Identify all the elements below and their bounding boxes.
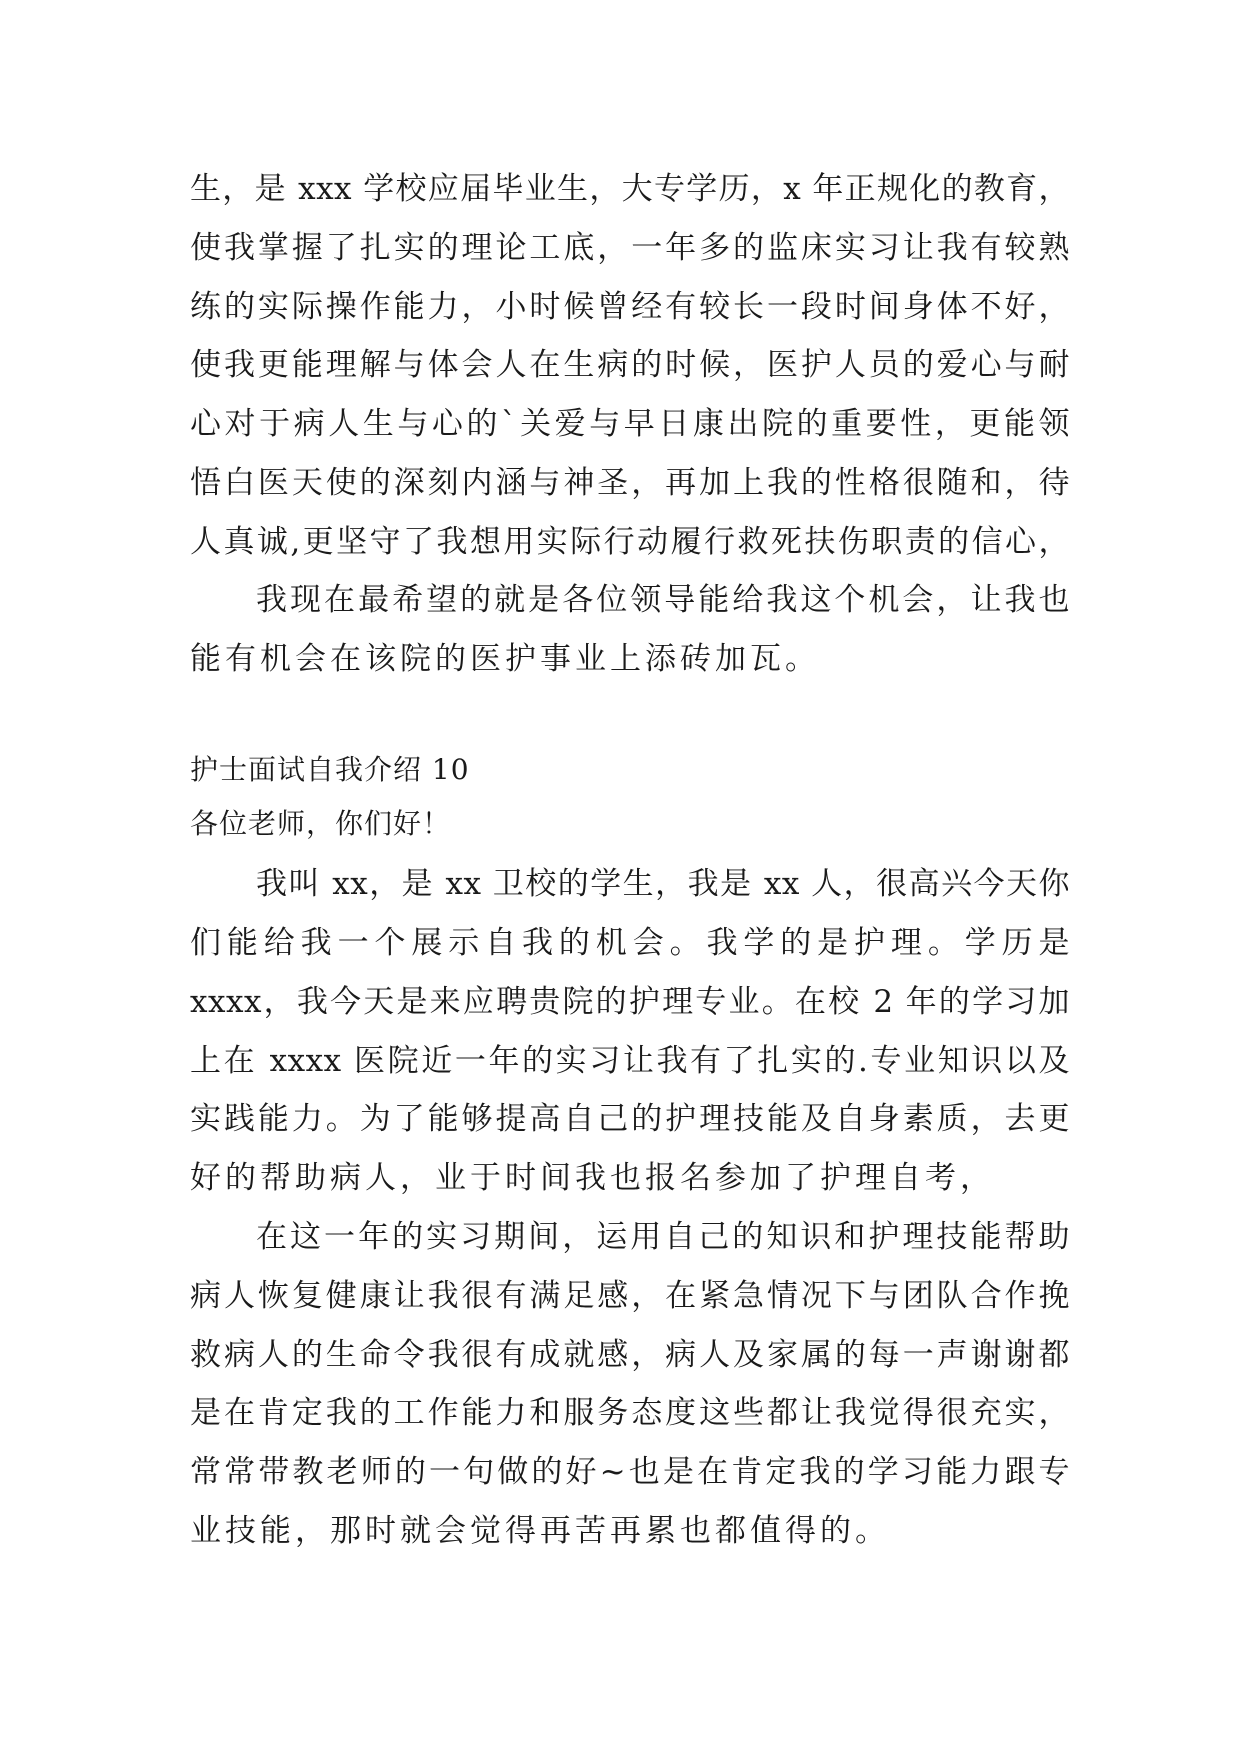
section-title: 护士面试自我介绍 10 <box>190 753 470 786</box>
paragraph-line: 能有机会在该院的医护事业上添砖加瓦。 <box>190 641 820 677</box>
paragraph-line: 使我更能理解与体会人在生病的时候，医护人员的爱心与耐 <box>190 347 1070 383</box>
paragraph-line: 人真诚,更坚守了我想用实际行动履行救死扶伤职责的信心， <box>190 524 1070 560</box>
paragraph-line: 生，是 xxx 学校应届毕业生，大专学历，x 年正规化的教育， <box>190 171 1070 207</box>
paragraph-line: 们能给我一个展示自我的机会。我学的是护理。学历是 <box>190 925 1070 961</box>
paragraph-line: 我叫 xx，是 xx 卫校的学生，我是 xx 人，很高兴今天你 <box>256 866 1070 902</box>
greeting: 各位老师，你们好！ <box>190 807 452 840</box>
paragraph-line: xxxx，我今天是来应聘贵院的护理专业。在校 2 年的学习加 <box>190 984 1070 1020</box>
paragraph-line: 是在肯定我的工作能力和服务态度这些都让我觉得很充实， <box>190 1395 1070 1431</box>
paragraph-line: 我现在最希望的就是各位领导能给我这个机会，让我也 <box>256 582 1070 618</box>
paragraph-line: 救病人的生命令我很有成就感，病人及家属的每一声谢谢都 <box>190 1337 1070 1373</box>
paragraph-line: 好的帮助病人，业于时间我也报名参加了护理自考， <box>190 1160 995 1196</box>
paragraph-line: 常常带教老师的一句做的好~也是在肯定我的学习能力跟专 <box>190 1454 1070 1490</box>
paragraph-line: 使我掌握了扎实的理论工底，一年多的监床实习让我有较熟 <box>190 230 1070 266</box>
paragraph-line: 心对于病人生与心的`关爱与早日康出院的重要性，更能领 <box>190 406 1070 442</box>
paragraph-line: 实践能力。为了能够提高自己的护理技能及自身素质，去更 <box>190 1101 1070 1137</box>
paragraph-line: 业技能，那时就会觉得再苦再累也都值得的。 <box>190 1513 890 1549</box>
paragraph-line: 病人恢复健康让我很有满足感，在紧急情况下与团队合作挽 <box>190 1278 1070 1314</box>
paragraph-line: 悟白医天使的深刻内涵与神圣，再加上我的性格很随和，待 <box>190 465 1070 501</box>
paragraph-line: 在这一年的实习期间，运用自己的知识和护理技能帮助 <box>256 1219 1070 1255</box>
paragraph-line: 上在 xxxx 医院近一年的实习让我有了扎实的.专业知识以及 <box>190 1043 1070 1079</box>
paragraph-line: 练的实际操作能力，小时候曾经有较长一段时间身体不好， <box>190 289 1070 325</box>
